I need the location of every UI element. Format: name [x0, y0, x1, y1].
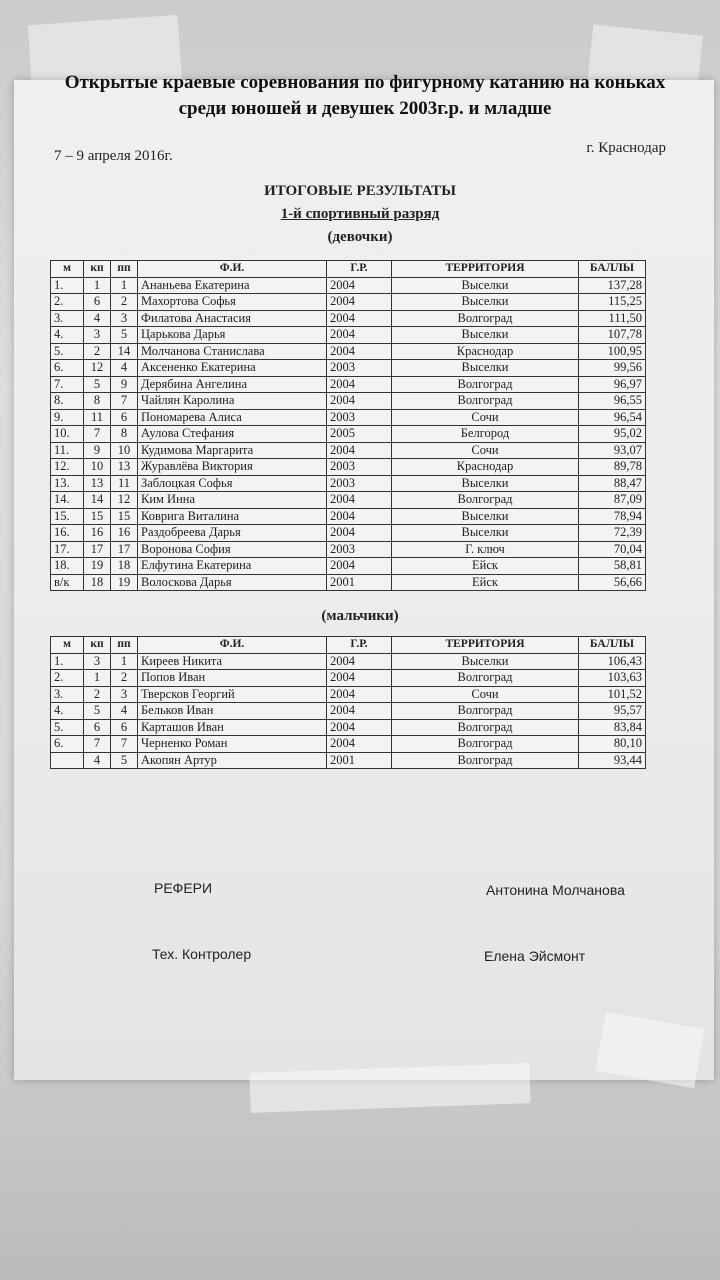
cell-score: 101,52 [579, 686, 646, 703]
cell-place: 15. [51, 508, 84, 525]
cell-name: Царькова Дарья [138, 327, 327, 344]
col-header-territory: ТЕРРИТОРИЯ [392, 637, 579, 654]
table-row [51, 459, 646, 476]
cell-score: 106,43 [579, 653, 646, 670]
cell-score: 89,78 [579, 459, 646, 476]
cell-kp: 4 [84, 752, 111, 769]
cell-name: Ковригa Виталина [138, 508, 327, 525]
cell-score: 96,55 [579, 393, 646, 410]
referee-name: Антонина Молчанова [486, 882, 625, 898]
girls-table-body [51, 277, 646, 591]
cell-territory: Волгоград [392, 376, 579, 393]
cell-year: 2004 [327, 310, 392, 327]
referee-label: РЕФЕРИ [154, 880, 213, 896]
cell-name: Раздобреева Дарья [138, 525, 327, 542]
cell-year: 2003 [327, 360, 392, 377]
cell-place: 2. [51, 294, 84, 311]
cell-score: 88,47 [579, 475, 646, 492]
cell-name: Попов Иван [138, 670, 327, 687]
table-row [51, 310, 646, 327]
competition-dates: 7 – 9 апреля 2016г. [54, 148, 173, 164]
cell-year: 2003 [327, 541, 392, 558]
cell-score: 78,94 [579, 508, 646, 525]
table-row [51, 653, 646, 670]
cell-name: Бельков Иван [138, 703, 327, 720]
competition-city: г. Краснодар [586, 140, 666, 156]
cell-place [51, 752, 84, 769]
table-row [51, 376, 646, 393]
cell-score: 103,63 [579, 670, 646, 687]
cell-territory: Сочи [392, 442, 579, 459]
boys-heading: (мальчики) [321, 608, 399, 624]
table-row [51, 525, 646, 542]
cell-kp: 19 [84, 558, 111, 575]
cell-year: 2004 [327, 703, 392, 720]
cell-pp: 18 [111, 558, 138, 575]
cell-score: 56,66 [579, 574, 646, 591]
cell-place: 14. [51, 492, 84, 509]
cell-pp: 3 [111, 686, 138, 703]
cell-territory: Краснодар [392, 459, 579, 476]
table-row [51, 360, 646, 377]
cell-place: 10. [51, 426, 84, 443]
cell-territory: Выселки [392, 525, 579, 542]
cell-score: 99,56 [579, 360, 646, 377]
cell-name: Пономарева Алиса [138, 409, 327, 426]
cell-year: 2004 [327, 719, 392, 736]
cell-name: Заблоцкая Софья [138, 475, 327, 492]
cell-place: 9. [51, 409, 84, 426]
table-row [51, 409, 646, 426]
tech-controller-name: Елена Эйсмонт [484, 948, 586, 964]
cell-year: 2005 [327, 426, 392, 443]
table-row [51, 294, 646, 311]
cell-place: 12. [51, 459, 84, 476]
cell-name: Махортова Софья [138, 294, 327, 311]
cell-place: 17. [51, 541, 84, 558]
cell-year: 2004 [327, 558, 392, 575]
cell-territory: Сочи [392, 686, 579, 703]
cell-year: 2003 [327, 475, 392, 492]
col-header-score: БАЛЛЫ [579, 261, 646, 278]
cell-pp: 1 [111, 277, 138, 294]
table-row [51, 327, 646, 344]
cell-pp: 5 [111, 752, 138, 769]
col-header-score: БАЛЛЫ [579, 637, 646, 654]
cell-year: 2004 [327, 277, 392, 294]
cell-year: 2004 [327, 393, 392, 410]
cell-territory: Волгоград [392, 492, 579, 509]
cell-kp: 8 [84, 393, 111, 410]
cell-kp: 10 [84, 459, 111, 476]
cell-pp: 13 [111, 459, 138, 476]
col-header-name: Ф.И. [138, 637, 327, 654]
table-row [51, 719, 646, 736]
cell-territory: Выселки [392, 508, 579, 525]
cell-place: 18. [51, 558, 84, 575]
col-header-place: м [51, 261, 84, 278]
cell-place: 6. [51, 360, 84, 377]
cell-territory: Выселки [392, 327, 579, 344]
cell-year: 2004 [327, 525, 392, 542]
cell-name: Аксененко Екатерина [138, 360, 327, 377]
table-header-row [51, 261, 646, 278]
col-header-kp: кп [84, 261, 111, 278]
cell-territory: Волгоград [392, 752, 579, 769]
cell-kp: 3 [84, 653, 111, 670]
cell-score: 96,54 [579, 409, 646, 426]
cell-score: 107,78 [579, 327, 646, 344]
cell-kp: 16 [84, 525, 111, 542]
col-header-name: Ф.И. [138, 261, 327, 278]
boys-results-table [50, 636, 646, 769]
table-row [51, 752, 646, 769]
cell-score: 80,10 [579, 736, 646, 753]
cell-pp: 17 [111, 541, 138, 558]
table-row [51, 508, 646, 525]
cell-year: 2004 [327, 653, 392, 670]
table-row [51, 475, 646, 492]
cell-territory: Ейск [392, 558, 579, 575]
table-row [51, 574, 646, 591]
cell-territory: Ейск [392, 574, 579, 591]
cell-place: 6. [51, 736, 84, 753]
cell-score: 93,44 [579, 752, 646, 769]
cell-place: 5. [51, 719, 84, 736]
cell-pp: 4 [111, 360, 138, 377]
col-header-pp: пп [111, 637, 138, 654]
cell-place: 3. [51, 310, 84, 327]
cell-kp: 9 [84, 442, 111, 459]
cell-pp: 11 [111, 475, 138, 492]
cell-kp: 14 [84, 492, 111, 509]
cell-place: 2. [51, 670, 84, 687]
table-row [51, 277, 646, 294]
table-header-row [51, 637, 646, 654]
table-row [51, 426, 646, 443]
cell-score: 70,04 [579, 541, 646, 558]
cell-name: Ананьева Екатерина [138, 277, 327, 294]
cell-year: 2004 [327, 442, 392, 459]
cell-year: 2004 [327, 343, 392, 360]
cell-place: 5. [51, 343, 84, 360]
cell-year: 2004 [327, 376, 392, 393]
girls-heading: (девочки) [327, 229, 393, 245]
cell-score: 96,97 [579, 376, 646, 393]
table-row [51, 686, 646, 703]
cell-name: Дерябина Ангелина [138, 376, 327, 393]
cell-score: 115,25 [579, 294, 646, 311]
girls-results-table [50, 260, 646, 591]
cell-score: 95,57 [579, 703, 646, 720]
cell-name: Воронова София [138, 541, 327, 558]
tech-controller-label: Тех. Контролер [152, 946, 252, 962]
cell-territory: Выселки [392, 475, 579, 492]
cell-name: Карташов Иван [138, 719, 327, 736]
cell-territory: Волгоград [392, 393, 579, 410]
cell-territory: Волгоград [392, 703, 579, 720]
cell-territory: Г. ключ [392, 541, 579, 558]
table-row [51, 541, 646, 558]
cell-territory: Волгоград [392, 719, 579, 736]
cell-name: Киреев Никита [138, 653, 327, 670]
cell-territory: Волгоград [392, 736, 579, 753]
cell-place: 4. [51, 703, 84, 720]
cell-place: в/к [51, 574, 84, 591]
col-header-year: Г.Р. [327, 261, 392, 278]
cell-kp: 6 [84, 294, 111, 311]
table-row [51, 736, 646, 753]
cell-territory: Белгород [392, 426, 579, 443]
cell-pp: 9 [111, 376, 138, 393]
cell-pp: 2 [111, 670, 138, 687]
cell-place: 11. [51, 442, 84, 459]
cell-territory: Выселки [392, 360, 579, 377]
table-row [51, 343, 646, 360]
cell-name: Чайлян Каролина [138, 393, 327, 410]
table-row [51, 393, 646, 410]
cell-pp: 19 [111, 574, 138, 591]
cell-name: Тверсков Георгий [138, 686, 327, 703]
col-header-place: м [51, 637, 84, 654]
cell-place: 7. [51, 376, 84, 393]
cell-name: Черненко Роман [138, 736, 327, 753]
cell-territory: Волгоград [392, 310, 579, 327]
boys-table-body [51, 653, 646, 769]
cell-pp: 7 [111, 393, 138, 410]
cell-score: 95,02 [579, 426, 646, 443]
cell-place: 1. [51, 277, 84, 294]
cell-name: Кудимова Маргарита [138, 442, 327, 459]
cell-year: 2004 [327, 670, 392, 687]
cell-year: 2001 [327, 752, 392, 769]
cell-kp: 12 [84, 360, 111, 377]
tape-bottom-left [249, 1063, 530, 1113]
cell-score: 93,07 [579, 442, 646, 459]
cell-kp: 4 [84, 310, 111, 327]
cell-name: Журавлёва Виктория [138, 459, 327, 476]
cell-kp: 13 [84, 475, 111, 492]
cell-kp: 5 [84, 703, 111, 720]
cell-kp: 3 [84, 327, 111, 344]
cell-year: 2001 [327, 574, 392, 591]
cell-name: Акопян Артур [138, 752, 327, 769]
cell-name: Молчанова Станислава [138, 343, 327, 360]
cell-territory: Волгоград [392, 670, 579, 687]
cell-pp: 4 [111, 703, 138, 720]
cell-pp: 12 [111, 492, 138, 509]
table-row [51, 558, 646, 575]
cell-pp: 7 [111, 736, 138, 753]
cell-pp: 10 [111, 442, 138, 459]
cell-year: 2004 [327, 327, 392, 344]
cell-year: 2004 [327, 736, 392, 753]
cell-place: 16. [51, 525, 84, 542]
cell-pp: 15 [111, 508, 138, 525]
cell-score: 137,28 [579, 277, 646, 294]
cell-name: Аулова Стефания [138, 426, 327, 443]
cell-pp: 6 [111, 409, 138, 426]
cell-territory: Краснодар [392, 343, 579, 360]
cell-year: 2003 [327, 409, 392, 426]
col-header-pp: пп [111, 261, 138, 278]
cell-territory: Выселки [392, 294, 579, 311]
cell-territory: Выселки [392, 653, 579, 670]
cell-kp: 7 [84, 736, 111, 753]
cell-kp: 18 [84, 574, 111, 591]
cell-pp: 2 [111, 294, 138, 311]
cell-year: 2004 [327, 686, 392, 703]
cell-pp: 1 [111, 653, 138, 670]
table-row [51, 492, 646, 509]
cell-pp: 5 [111, 327, 138, 344]
cell-kp: 1 [84, 277, 111, 294]
cell-kp: 11 [84, 409, 111, 426]
cell-pp: 16 [111, 525, 138, 542]
col-header-kp: кп [84, 637, 111, 654]
cell-place: 13. [51, 475, 84, 492]
cell-place: 3. [51, 686, 84, 703]
cell-kp: 7 [84, 426, 111, 443]
cell-pp: 8 [111, 426, 138, 443]
table-row [51, 442, 646, 459]
cell-kp: 2 [84, 686, 111, 703]
cell-pp: 3 [111, 310, 138, 327]
cell-year: 2004 [327, 508, 392, 525]
cell-score: 100,95 [579, 343, 646, 360]
cell-name: Волоскова Дарья [138, 574, 327, 591]
cell-kp: 15 [84, 508, 111, 525]
cell-place: 4. [51, 327, 84, 344]
col-header-year: Г.Р. [327, 637, 392, 654]
cell-place: 1. [51, 653, 84, 670]
cell-territory: Выселки [392, 277, 579, 294]
cell-kp: 5 [84, 376, 111, 393]
cell-pp: 14 [111, 343, 138, 360]
cell-kp: 17 [84, 541, 111, 558]
cell-kp: 2 [84, 343, 111, 360]
cell-territory: Сочи [392, 409, 579, 426]
cell-score: 58,81 [579, 558, 646, 575]
cell-year: 2004 [327, 294, 392, 311]
cell-name: Филатова Анастасия [138, 310, 327, 327]
cell-place: 8. [51, 393, 84, 410]
competition-title: Открытые краевые соревнования по фигурному катанию на коньках среди юношей и девушек 2003г.р. и младше [64, 72, 666, 119]
cell-year: 2004 [327, 492, 392, 509]
cell-kp: 1 [84, 670, 111, 687]
table-row [51, 703, 646, 720]
cell-year: 2003 [327, 459, 392, 476]
cell-score: 111,50 [579, 310, 646, 327]
category-heading: 1-й спортивный разряд [280, 206, 440, 222]
table-row [51, 670, 646, 687]
cell-name: Елфутина Екатерина [138, 558, 327, 575]
cell-kp: 6 [84, 719, 111, 736]
results-heading: ИТОГОВЫЕ РЕЗУЛЬТАТЫ [264, 183, 456, 199]
cell-pp: 6 [111, 719, 138, 736]
cell-score: 83,84 [579, 719, 646, 736]
cell-name: Ким Инна [138, 492, 327, 509]
cell-score: 87,09 [579, 492, 646, 509]
col-header-territory: ТЕРРИТОРИЯ [392, 261, 579, 278]
cell-score: 72,39 [579, 525, 646, 542]
